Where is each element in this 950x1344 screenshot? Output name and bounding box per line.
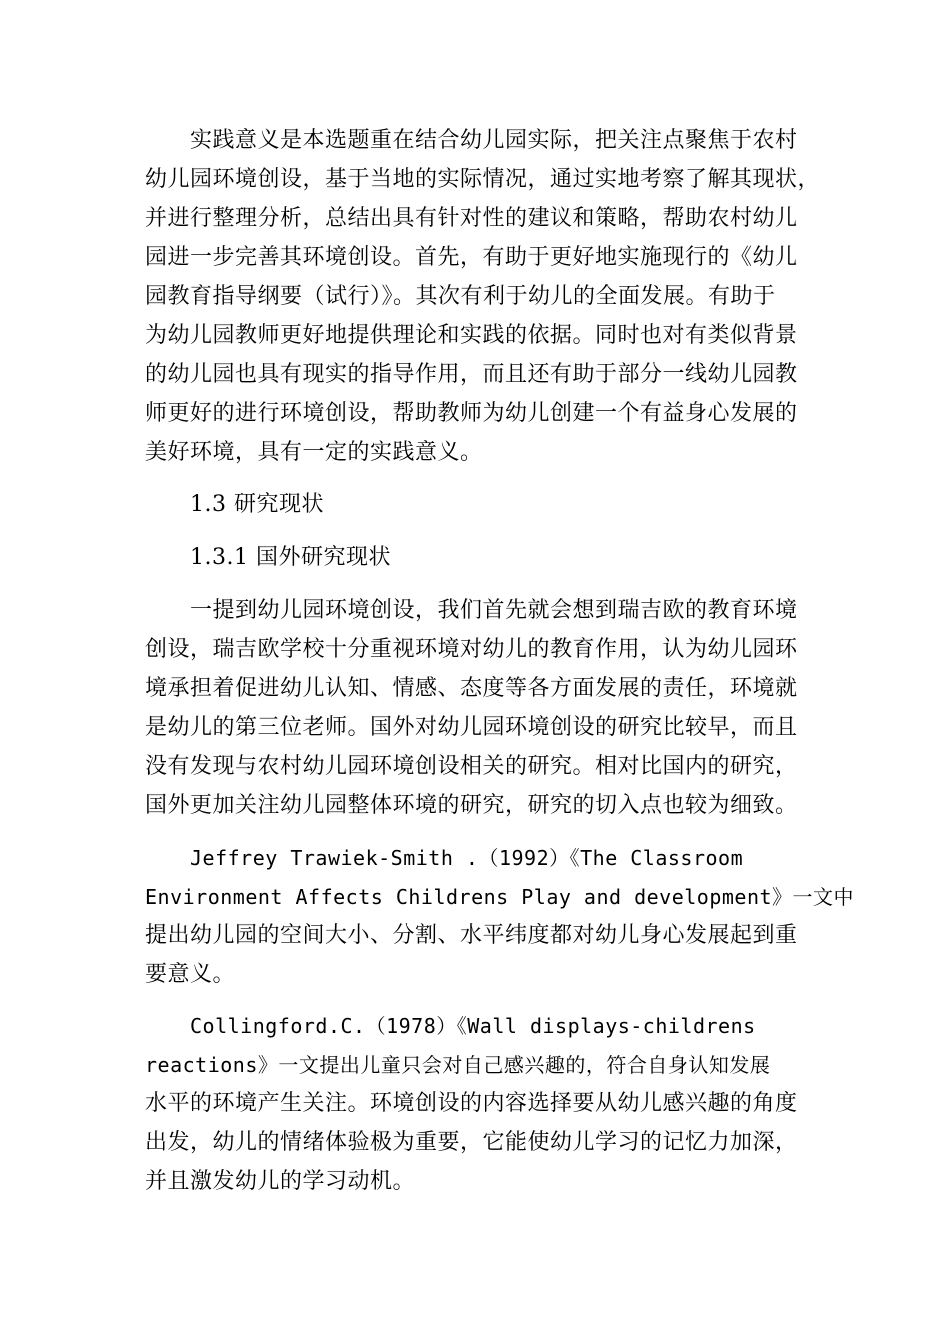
text-line: 为幼儿园教师更好地提供理论和实践的依据。同时也对有类似背景 (145, 323, 798, 348)
section-heading: 1.3 研究现状 (190, 492, 324, 517)
text-line: Environment Affects Childrens Play and development》一文中 (145, 885, 855, 909)
text-line: Collingford.C.（1978）《Wall displays-childrens (190, 1014, 756, 1038)
text-line: 要意义。 (145, 962, 236, 987)
text-line: reactions》一文提出儿童只会对自己感兴趣的，符合自身认知发展 (145, 1053, 771, 1077)
subsection-heading: 1.3.1 国外研究现状 (190, 545, 391, 570)
text-line: 创设，瑞吉欧学校十分重视环境对幼儿的教育作用，认为幼儿园环 (145, 637, 798, 662)
text-line: 出发，幼儿的情绪体验极为重要，它能使幼儿学习的记忆力加深， (145, 1130, 798, 1155)
text-line: 提出幼儿园的空间大小、分割、水平纬度都对幼儿身心发展起到重 (145, 923, 798, 948)
text-line: 并且激发幼儿的学习动机。 (145, 1169, 416, 1194)
text-line: 水平的环境产生关注。环境创设的内容选择要从幼儿感兴趣的角度 (145, 1091, 798, 1116)
text-line: 国外更加关注幼儿园整体环境的研究，研究的切入点也较为细致。 (145, 793, 798, 818)
text-line: 的幼儿园也具有现实的指导作用，而且还有助于部分一线幼儿园教 (145, 362, 798, 387)
text-line: 没有发现与农村幼儿园环境创设相关的研究。相对比国内的研究， (145, 754, 798, 779)
text-line: 幼儿园环境创设，基于当地的实际情况，通过实地考察了解其现状， (145, 167, 821, 192)
text-line: 师更好的进行环境创设，帮助教师为幼儿创建一个有益身心发展的 (145, 401, 798, 426)
text-line: 境承担着促进幼儿认知、情感、态度等各方面发展的责任，环境就 (145, 676, 798, 701)
text-line: 是幼儿的第三位老师。国外对幼儿园环境创设的研究比较早，而且 (145, 715, 798, 740)
text-line: 园教育指导纲要（试行）》。其次有利于幼儿的全面发展。有助于 (145, 284, 776, 309)
text-line: 美好环境，具有一定的实践意义。 (145, 440, 483, 465)
text-line: 并进行整理分析，总结出具有针对性的建议和策略，帮助农村幼儿 (145, 206, 798, 231)
text-line: 园进一步完善其环境创设。首先，有助于更好地实施现行的《幼儿 (145, 245, 798, 270)
text-line: 实践意义是本选题重在结合幼儿园实际，把关注点聚焦于农村 (190, 128, 798, 153)
text-line: 一提到幼儿园环境创设，我们首先就会想到瑞吉欧的教育环境 (190, 598, 798, 623)
text-line: Jeffrey Trawiek-Smith .（1992）《The Classroom (190, 846, 744, 870)
